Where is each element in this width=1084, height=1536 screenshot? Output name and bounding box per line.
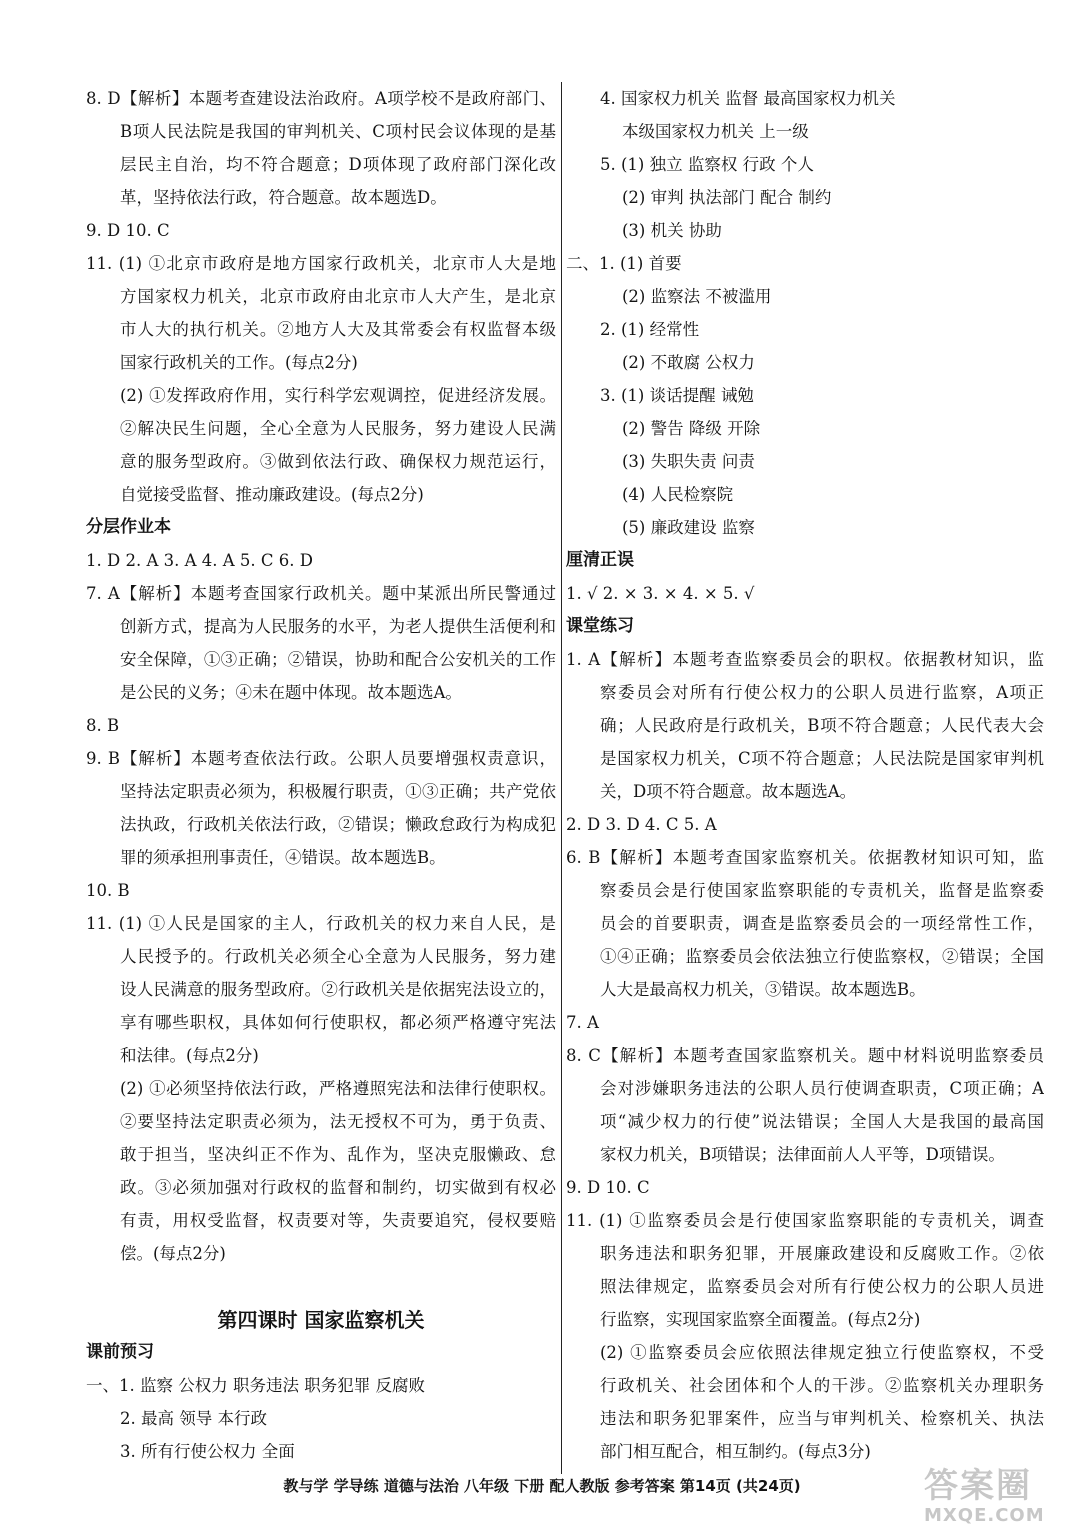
answer-line: 员会的首要职责，调查是监察委员会的一项经常性工作， bbox=[600, 914, 1044, 933]
answer-line: 二、1. (1) 首要 bbox=[566, 254, 682, 273]
answer-line: 市人大的执行机关。②地方人大及其常委会有权监督本级 bbox=[120, 320, 556, 339]
answer-line: 11. (1) ①北京市政府是地方国家行政机关，北京市人大是地 bbox=[86, 254, 556, 273]
answer-line: 4. 国家权力机关 监督 最高国家权力机关 bbox=[600, 89, 896, 108]
answer-line: 革，坚持依法行政，符合题意。故本题选D。 bbox=[120, 188, 447, 207]
answer-line: 3. 所有行使公权力 全面 bbox=[120, 1442, 295, 1461]
answer-line: 自觉接受监督、推动廉政建设。(每点2分) bbox=[120, 485, 424, 504]
answer-line: (2) ①发挥政府作用，实行科学宏观调控，促进经济发展。 bbox=[120, 386, 556, 405]
answer-line: 部门相互配合，相互制约。(每点3分) bbox=[600, 1442, 871, 1461]
answer-line: ②要坚持法定职责必须为，法无授权不可为，勇于负责、 bbox=[120, 1112, 556, 1131]
answer-line: 享有哪些职权，具体如何行使职权，都必须严格遵守宪法 bbox=[120, 1013, 556, 1032]
answer-line: 9. D 10. C bbox=[566, 1178, 650, 1197]
answer-line: 设人民满意的服务型政府。②行政机关是依据宪法设立的， bbox=[120, 980, 556, 999]
watermark-logo bbox=[924, 1466, 1074, 1530]
answer-line: 2. D 3. D 4. C 5. A bbox=[566, 815, 717, 834]
answer-line: 5. (1) 独立 监察权 行政 个人 bbox=[600, 155, 814, 174]
answer-line: 8. B bbox=[86, 716, 120, 735]
answer-line: 有责，用权受监督，权责要对等，失责要追究，侵权要赔 bbox=[120, 1211, 556, 1230]
answer-line: 是公民的义务；④未在题中体现。故本题选A。 bbox=[120, 683, 462, 702]
lesson-title: 第四课时 国家监察机关 bbox=[217, 1308, 425, 1332]
answer-line: 人民授予的。行政机关必须全心全意为人民服务，努力建 bbox=[120, 947, 556, 966]
answer-line: 1. A【解析】本题考查监察委员会的职权。依据教材知识，监 bbox=[566, 650, 1044, 669]
watermark-bottom: MXQE.COM bbox=[924, 1505, 1045, 1526]
answer-line: ①④正确；监察委员会依法独立行使监察权，②错误；全国 bbox=[600, 947, 1044, 966]
answer-line: (3) 机关 协助 bbox=[622, 221, 722, 240]
answer-line: 偿。(每点2分) bbox=[120, 1244, 226, 1263]
section-heading: 课堂练习 bbox=[566, 616, 634, 636]
answer-line: B项人民法院是我国的审判机关、C项村民会议体现的是基 bbox=[120, 122, 556, 141]
answer-line: (2) ①监察委员会应依照法律规定独立行使监察权，不受 bbox=[600, 1343, 1044, 1362]
answer-line: 6. B【解析】本题考查国家监察机关。依据教材知识可知，监 bbox=[566, 848, 1044, 867]
answer-line: 关，D项不符合题意。故本题选A。 bbox=[600, 782, 857, 801]
answer-line: 会对涉嫌职务违法的公职人员行使调查职责，C项正确；A bbox=[600, 1079, 1044, 1098]
answer-line: 2. 最高 领导 本行政 bbox=[120, 1409, 267, 1428]
answer-line: 层民主自治，均不符合题意；D项体现了政府部门深化改 bbox=[120, 155, 556, 174]
answer-line: 法执政，行政机关依法行政，②错误；懒政怠政行为构成犯 bbox=[120, 815, 556, 834]
answer-line: (2) 不敢腐 公权力 bbox=[622, 353, 755, 372]
answer-line: 本级国家权力机关 上一级 bbox=[622, 122, 809, 141]
spacer bbox=[86, 1270, 556, 1292]
answer-line: 1. D 2. A 3. A 4. A 5. C 6. D bbox=[86, 551, 313, 570]
left-column bbox=[86, 82, 556, 1468]
answer-line: (3) 失职失责 问责 bbox=[622, 452, 755, 471]
answer-line: 11. (1) ①人民是国家的主人，行政机关的权力来自人民，是 bbox=[86, 914, 556, 933]
answer-line: 行政机关、社会团体和个人的干涉。②监察机关办理职务 bbox=[600, 1376, 1044, 1395]
answer-line: 11. (1) ①监察委员会是行使国家监察职能的专责机关，调查 bbox=[566, 1211, 1044, 1230]
answer-line: 确；人民政府是行政机关，B项不符合题意；人民代表大会 bbox=[600, 716, 1044, 735]
answer-line: 10. B bbox=[86, 881, 130, 900]
answer-line: 坚持法定职责必须为，积极履行职责，①③正确；共产党依 bbox=[120, 782, 556, 801]
right-column bbox=[566, 82, 1044, 1468]
answer-line: 1. √ 2. × 3. × 4. × 5. √ bbox=[566, 584, 755, 603]
answer-line: (2) 警告 降级 开除 bbox=[622, 419, 761, 438]
answer-line: 3. (1) 谈话提醒 诫勉 bbox=[600, 386, 754, 405]
answer-line: 国家行政机关的工作。(每点2分) bbox=[120, 353, 358, 372]
answer-line: 照法律规定，监察委员会对所有行使公权力的公职人员进 bbox=[600, 1277, 1044, 1296]
answer-line: (2) 审判 执法部门 配合 制约 bbox=[622, 188, 832, 207]
answer-line: 是国家权力机关，C项不符合题意；人民法院是国家审判机 bbox=[600, 749, 1044, 768]
answer-line: 项“减少权力的行使”说法错误；全国人大是我国的最高国 bbox=[600, 1112, 1044, 1131]
answer-line: 违法和职务犯罪案件，应当与审判机关、检察机关、执法 bbox=[600, 1409, 1044, 1428]
section-heading: 分层作业本 bbox=[86, 517, 171, 537]
answer-line: 行监察，实现国家监察全面覆盖。(每点2分) bbox=[600, 1310, 921, 1329]
answer-line: 9. D 10. C bbox=[86, 221, 170, 240]
column-divider bbox=[561, 82, 562, 1474]
answer-line: 8. C【解析】本题考查国家监察机关。题中材料说明监察委员 bbox=[566, 1046, 1044, 1065]
answer-line: 察委员会是行使国家监察职能的专责机关，监督是监察委 bbox=[600, 881, 1044, 900]
answer-line: 敢于担当，坚决纠正不作为、乱作为，坚决克服懒政、怠 bbox=[120, 1145, 556, 1164]
answer-line: 2. (1) 经常性 bbox=[600, 320, 700, 339]
answer-line: 一、1. 监察 公权力 职务违法 职务犯罪 反腐败 bbox=[86, 1376, 425, 1395]
answer-line: (2) ①必须坚持依法行政，严格遵照宪法和法律行使职权。 bbox=[120, 1079, 556, 1098]
answer-line: 8. D【解析】本题考查建设法治政府。A项学校不是政府部门、 bbox=[86, 89, 556, 108]
answer-line: 察委员会对所有行使公权力的公职人员进行监察，A项正 bbox=[600, 683, 1044, 702]
answer-line: 意的服务型政府。③做到依法行政、确保权力规范运行， bbox=[120, 452, 556, 471]
page-footer: 教与学 学导练 道德与法治 八年级 下册 配人教版 参考答案 第14页 (共24页) bbox=[283, 1477, 801, 1495]
answer-line: (2) 监察法 不被滥用 bbox=[622, 287, 772, 306]
section-heading: 厘清正误 bbox=[566, 550, 634, 570]
answer-line: (4) 人民检察院 bbox=[622, 485, 734, 504]
answer-line: 人大是最高权力机关，③错误。故本题选B。 bbox=[600, 980, 926, 999]
answer-line: 7. A【解析】本题考查国家行政机关。题中某派出所民警通过 bbox=[86, 584, 556, 603]
section-heading: 课前预习 bbox=[86, 1342, 154, 1362]
answer-line: 安全保障，①③正确；②错误，协助和配合公安机关的工作 bbox=[120, 650, 556, 669]
answer-line: 职务违法和职务犯罪，开展廉政建设和反腐败工作。②依 bbox=[600, 1244, 1044, 1263]
answer-line: 方国家权力机关，北京市政府由北京市人大产生，是北京 bbox=[120, 287, 556, 306]
answer-line: ②解决民生问题，全心全意为人民服务，努力建设人民满 bbox=[120, 419, 556, 438]
answer-line: 罪的须承担刑事责任，④错误。故本题选B。 bbox=[120, 848, 446, 867]
answer-line: 家权力机关，B项错误；法律面前人人平等，D项错误。 bbox=[600, 1145, 1005, 1164]
answer-line: 9. B【解析】本题考查依法行政。公职人员要增强权责意识， bbox=[86, 749, 556, 768]
answer-line: (5) 廉政建设 监察 bbox=[622, 518, 755, 537]
watermark-top: 答案圈 bbox=[924, 1466, 1032, 1506]
answer-line: 政。③必须加强对行政权的监督和制约，切实做到有权必 bbox=[120, 1178, 556, 1197]
answer-line: 和法律。(每点2分) bbox=[120, 1046, 259, 1065]
answer-line: 7. A bbox=[566, 1013, 599, 1032]
answer-line: 创新方式，提高为人民服务的水平，为老人提供生活便利和 bbox=[120, 617, 556, 636]
